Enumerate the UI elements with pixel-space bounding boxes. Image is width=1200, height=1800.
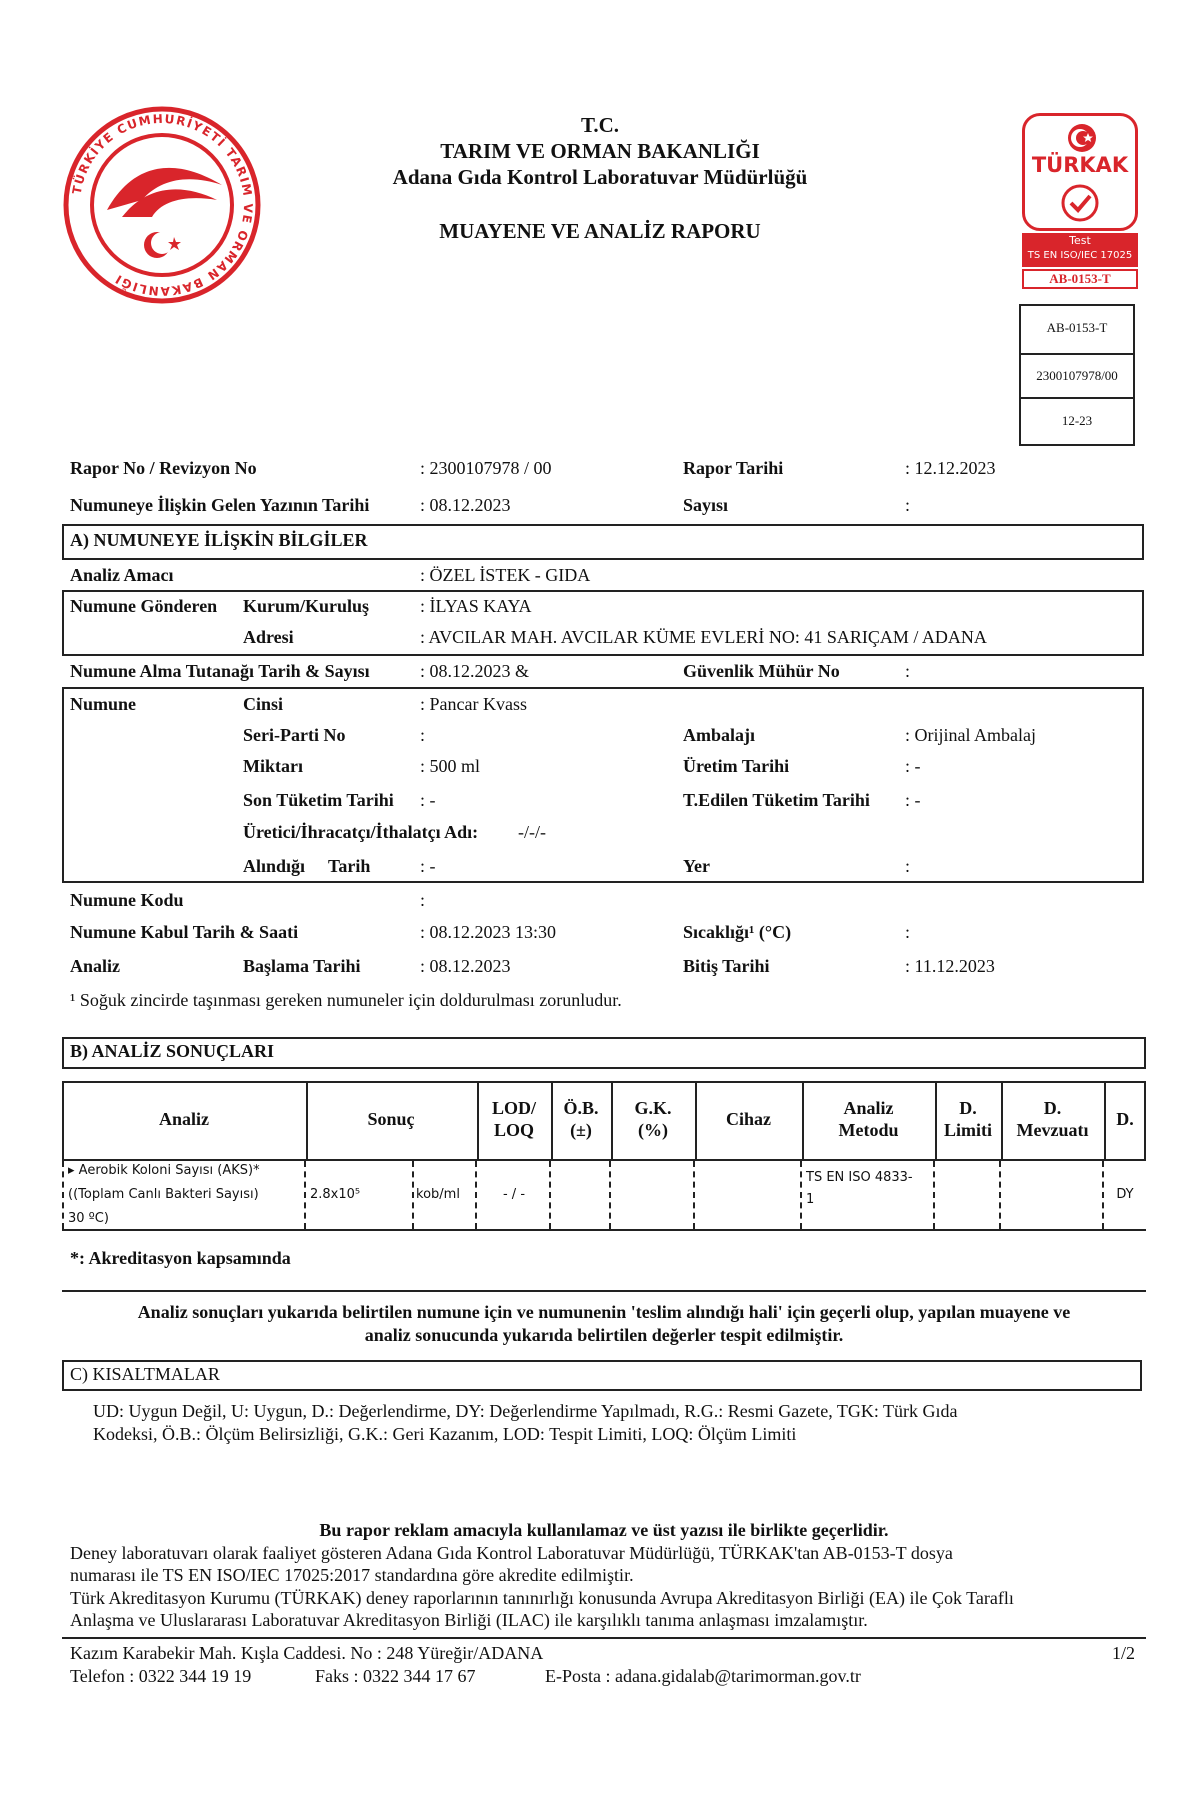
col-mevzuat-2: Mevzuatı	[1016, 1120, 1089, 1140]
tutanak-label: Numune Alma Tutanağı Tarih & Sayısı	[70, 661, 370, 681]
miktar-value: : 500 ml	[420, 756, 481, 776]
section-c-header	[62, 1360, 1142, 1391]
footer-email: E-Posta : adana.gidalab@tarimorman.gov.tr	[545, 1666, 861, 1686]
col-metod-1: Analiz	[843, 1098, 894, 1118]
footer-address: Kazım Karabekir Mah. Kışla Caddesi. No : 248 Yüreğir/ADANA	[70, 1643, 544, 1663]
statement-line2: analiz sonucunda yukarıda belirtilen değerler tespit edilmiştir.	[364, 1325, 844, 1345]
akreditasyon-note: *: Akreditasyon kapsamında	[70, 1248, 291, 1268]
col-ob-1: Ö.B.	[563, 1098, 599, 1118]
cinsi-label: Cinsi	[243, 694, 284, 714]
sicaklik-label: Sıcaklığı¹ (°C)	[683, 922, 792, 942]
row-metod-line2: 1	[806, 1192, 815, 1207]
rapor-tarihi-label: Rapor Tarihi	[683, 458, 784, 478]
kurum-value: : İLYAS KAYA	[420, 596, 532, 616]
son-tuketim-label: Son Tüketim Tarihi	[243, 790, 394, 810]
row-birim: kob/ml	[416, 1187, 460, 1202]
rapor-tarihi-value: : 12.12.2023	[905, 458, 996, 478]
col-gk-1: G.K.	[634, 1098, 672, 1118]
footer-p2-line1: Türk Akreditasyon Kurumu (TÜRKAK) deney raporlarının tanınırlığı konusunda Avrupa Akreditasyon Birliği (EA) ile Çok Taraflı	[70, 1588, 1014, 1608]
tutanak-value: : 08.12.2023 &	[420, 661, 530, 681]
muhur-label: Güvenlik Mühür No	[683, 661, 840, 681]
row-sonuc: 2.8x10⁵	[310, 1187, 361, 1202]
statement-line1: Analiz sonuçları yukarıda belirtilen numune için ve numunenin 'teslim alındığı hali' için geçerli olup, yapılan muayene ve	[137, 1302, 1071, 1322]
footer-fax: Faks : 0322 344 17 67	[315, 1666, 476, 1686]
seri-label: Seri-Parti No	[243, 725, 346, 745]
footer-warning: Bu rapor reklam amacıyla kullanılamaz ve üst yazısı ile birlikte geçerlidir.	[319, 1520, 889, 1540]
uretim-value: : -	[905, 756, 921, 776]
checkmark-icon	[1060, 183, 1100, 223]
rapor-no-value: : 2300107978 / 00	[420, 458, 552, 478]
crescent-star-icon	[1067, 123, 1097, 153]
ambalaj-value: : Orijinal Ambalaj	[905, 725, 1036, 745]
col-lod-1: LOD/	[491, 1098, 536, 1118]
baslama-label: Başlama Tarihi	[243, 956, 361, 976]
baslama-value: : 08.12.2023	[420, 956, 511, 976]
col-mevzuat-1: D.	[1043, 1098, 1062, 1118]
section-a-title: A) NUMUNEYE İLİŞKİN BİLGİLER	[70, 530, 368, 550]
col-metod-2: Metodu	[838, 1120, 899, 1140]
footer-p2-line2: Anlaşma ve Uluslararası Laboratuvar Akreditasyon Birliği (ILAC) ile karşılıklı tanıma anlaşması imzalamıştır.	[70, 1610, 868, 1630]
turkak-standard: TS EN ISO/IEC 17025	[1027, 250, 1133, 261]
numune-label: Numune	[70, 694, 137, 714]
row-analiz-line2: ((Toplam Canlı Bakteri Sayısı)	[68, 1187, 259, 1202]
col-analiz: Analiz	[158, 1109, 209, 1129]
rapor-no-label: Rapor No / Revizyon No	[70, 458, 257, 478]
miktar-label: Miktarı	[243, 756, 303, 776]
header-ministry: TARIM VE ORMAN BAKANLIĞI	[440, 139, 760, 163]
page-number: 1/2	[1112, 1643, 1136, 1663]
row-d: DY	[1116, 1187, 1134, 1202]
footer-p1-line2: numarası ile TS EN ISO/IEC 17025:2017 standardına göre akredite edilmiştir.	[70, 1565, 634, 1585]
header-line-tc: T.C.	[580, 113, 620, 137]
sayisi-label: Sayısı	[683, 495, 729, 515]
alindigi-label: Alındığı	[243, 856, 306, 876]
ministry-seal-icon	[62, 105, 262, 305]
col-limit-2: Limiti	[944, 1120, 992, 1140]
yer-value: :	[905, 856, 911, 876]
uretici-value: -/-/-	[518, 822, 546, 842]
gonderen-label: Numune Gönderen	[70, 596, 218, 616]
numune-box	[62, 687, 1144, 883]
uretim-label: Üretim Tarihi	[683, 756, 790, 776]
footnote: ¹ Soğuk zincirde taşınması gereken numuneler için doldurulması zorunludur.	[70, 990, 622, 1010]
sicaklik-value: :	[905, 922, 911, 942]
yer-label: Yer	[683, 856, 710, 876]
ref-code: AB-0153-T	[1046, 320, 1108, 335]
col-ob-2: (±)	[570, 1120, 592, 1140]
alindigi-value: : -	[420, 856, 436, 876]
alindigi-tarih-label: Tarih	[328, 856, 371, 876]
col-cihaz: Cihaz	[726, 1109, 771, 1129]
analiz-amaci-label: Analiz Amacı	[70, 565, 174, 585]
section-b-title: B) ANALİZ SONUÇLARI	[70, 1041, 275, 1061]
footer-p1-line1: Deney laboratuvarı olarak faaliyet gösteren Adana Gıda Kontrol Laboratuvar Müdürlüğü, TÜRKAK'tan AB-0153-T dosya	[70, 1543, 953, 1563]
adres-label: Adresi	[243, 627, 294, 647]
col-sonuc: Sonuç	[367, 1109, 415, 1129]
svg-text:TÜRKİYE CUMHURİYETİ TARIM VE O: TÜRKİYE CUMHURİYETİ TARIM VE ORMAN BAKANLIĞI	[69, 111, 256, 299]
cinsi-value: : Pancar Kvass	[420, 694, 527, 714]
col-gk-2: (%)	[638, 1120, 668, 1140]
sayisi-value: :	[905, 495, 911, 515]
row-analiz-line3: 30 ºC)	[68, 1211, 109, 1226]
ambalaj-label: Ambalajı	[683, 725, 755, 745]
son-tuketim-value: : -	[420, 790, 436, 810]
header-laboratory: Adana Gıda Kontrol Laboratuvar Müdürlüğü	[392, 165, 808, 189]
col-d: D.	[1116, 1109, 1134, 1129]
kabul-value: : 08.12.2023 13:30	[420, 922, 557, 942]
analiz-label: Analiz	[70, 956, 121, 976]
ministry-seal	[62, 105, 262, 305]
ref-report: 2300107978/00	[1036, 368, 1118, 383]
abbreviations-line1: UD: Uygun Değil, U: Uygun, D.: Değerlendirme, DY: Değerlendirme Yapılmadı, R.G.: Resmi Gazete, TGK: Türk Gıda	[93, 1401, 958, 1421]
turkak-brand: TÜRKAK	[1031, 153, 1129, 177]
ref-date: 12-23	[1061, 413, 1093, 428]
turkak-logo	[1022, 113, 1142, 288]
row-lod: - / -	[502, 1187, 526, 1202]
yazi-tarihi-value: : 08.12.2023	[420, 495, 511, 515]
col-lod-2: LOQ	[493, 1120, 534, 1140]
col-limit-1: D.	[959, 1098, 977, 1118]
turkak-code: AB-0153-T	[1022, 269, 1138, 289]
numune-kodu-label: Numune Kodu	[70, 890, 184, 910]
kabul-label: Numune Kabul Tarih & Saati	[70, 922, 299, 942]
muhur-value: :	[905, 661, 911, 681]
report-title: MUAYENE VE ANALİZ RAPORU	[439, 219, 761, 243]
seri-value: :	[420, 725, 426, 745]
bitis-label: Bitiş Tarihi	[683, 956, 770, 976]
reference-box	[1019, 304, 1135, 446]
row-analiz-line1: ▸ Aerobik Koloni Sayısı (AKS)*	[68, 1163, 260, 1178]
footer-phone: Telefon : 0322 344 19 19	[70, 1666, 252, 1686]
section-c-title: C) KISALTMALAR	[70, 1364, 220, 1384]
row-metod-line1: TS EN ISO 4833-	[806, 1170, 913, 1185]
bitis-value: : 11.12.2023	[905, 956, 995, 976]
analiz-amaci-value: : ÖZEL İSTEK - GIDA	[420, 565, 591, 585]
tedilen-label: T.Edilen Tüketim Tarihi	[683, 790, 870, 810]
uretici-label: Üretici/İhracatçı/İthalatçı Adı:	[243, 822, 479, 842]
tedilen-value: : -	[905, 790, 921, 810]
numune-kodu-value: :	[420, 890, 426, 910]
kurum-label: Kurum/Kuruluş	[243, 596, 370, 616]
turkak-test-label: Test	[1069, 234, 1091, 247]
adres-value: : AVCILAR MAH. AVCILAR KÜME EVLERİ NO: 41 SARIÇAM / ADANA	[420, 627, 987, 647]
yazi-tarihi-label: Numuneye İlişkin Gelen Yazının Tarihi	[70, 495, 370, 515]
abbreviations-line2: Kodeksi, Ö.B.: Ölçüm Belirsizliği, G.K.: Geri Kazanım, LOD: Tespit Limiti, LOQ: Ölçüm Limiti	[93, 1424, 797, 1444]
